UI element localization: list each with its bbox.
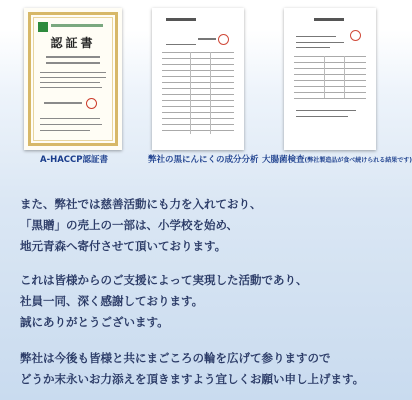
table-line: [294, 62, 366, 63]
certificate-text-line: [46, 62, 100, 64]
certificate-text-line: [46, 56, 100, 58]
certificate-frame: [28, 12, 118, 146]
certificate-text-line: [40, 130, 90, 131]
certificate-image: [24, 8, 122, 150]
report-text-line: [296, 36, 336, 37]
logo-text-line: [51, 24, 103, 27]
message-line: どうか末永いお力添えを頂きますよう宜しくお願い申し上げます。: [20, 372, 365, 386]
stamp-icon: [350, 30, 361, 41]
report-text-line: [198, 38, 216, 40]
table-line: [294, 80, 366, 81]
certificate-text-line: [40, 82, 100, 83]
table-line: [162, 64, 234, 65]
caption-bacteria-test-main: 大腸菌検査: [262, 155, 305, 165]
document-images: [0, 0, 412, 190]
table-line: [294, 74, 366, 75]
certificate-text-line: [40, 77, 106, 78]
table-line: [294, 86, 366, 87]
report-text-line: [166, 44, 196, 45]
table-column-line: [190, 52, 191, 134]
table-line: [162, 118, 234, 119]
stamp-icon: [218, 34, 229, 45]
message-line: また、弊社では慈善活動にも力を入れており、: [20, 197, 262, 211]
report-text-line: [296, 110, 356, 111]
report-header-line: [166, 18, 196, 21]
caption-certificate: A-HACCP認証書: [40, 155, 109, 165]
table-line: [162, 106, 234, 107]
certificate-text-line: [40, 87, 102, 88]
table-line: [162, 112, 234, 113]
table-line: [162, 76, 234, 77]
table-column-line: [210, 52, 211, 134]
certificate-signature-line: [44, 102, 82, 104]
certificate-title: 認証書: [50, 36, 96, 50]
table-line: [294, 98, 366, 99]
message-line: 社員一同、深く感謝しております。: [20, 294, 204, 308]
caption-bacteria-test: [262, 153, 412, 165]
bacteria-test-image: [284, 8, 376, 150]
report-header-line: [314, 18, 344, 21]
message-line: これは皆様からのご支援によって実現した活動であり、: [20, 273, 308, 287]
seal-icon: [86, 98, 97, 109]
table-line: [162, 100, 234, 101]
table-line: [162, 52, 234, 53]
table-line: [162, 88, 234, 89]
certificate-text-line: [40, 118, 100, 119]
table-line: [162, 58, 234, 59]
haccp-logo-icon: [38, 22, 48, 32]
table-line: [162, 130, 234, 131]
analysis-report-image: [152, 8, 244, 150]
report-text-line: [296, 42, 344, 43]
certificate-text-line: [40, 72, 106, 73]
message-line: 地元青森へ寄付させて頂いております。: [20, 239, 227, 253]
table-line: [162, 82, 234, 83]
message-line: 誠にありがとうございます。: [20, 315, 169, 329]
table-line: [294, 56, 366, 57]
report-text-line: [296, 116, 348, 117]
certificate-text-line: [40, 124, 102, 125]
report-text-line: [296, 47, 330, 48]
table-line: [294, 68, 366, 69]
caption-analysis: 弊社の黒にんにくの成分分析: [148, 155, 259, 165]
table-line: [162, 124, 234, 125]
table-line: [294, 92, 366, 93]
table-line: [162, 70, 234, 71]
caption-bacteria-test-note: (弊社製造品が食べ続けられる結果です): [304, 157, 412, 164]
message-line: 弊社は今後も皆様と共にまごころの輪を広げて参りますので: [20, 351, 331, 365]
table-line: [162, 94, 234, 95]
table-column-line: [324, 56, 325, 98]
table-column-line: [344, 56, 345, 98]
message-line: 「黒贈」の売上の一部は、小学校を始め、: [20, 218, 239, 232]
